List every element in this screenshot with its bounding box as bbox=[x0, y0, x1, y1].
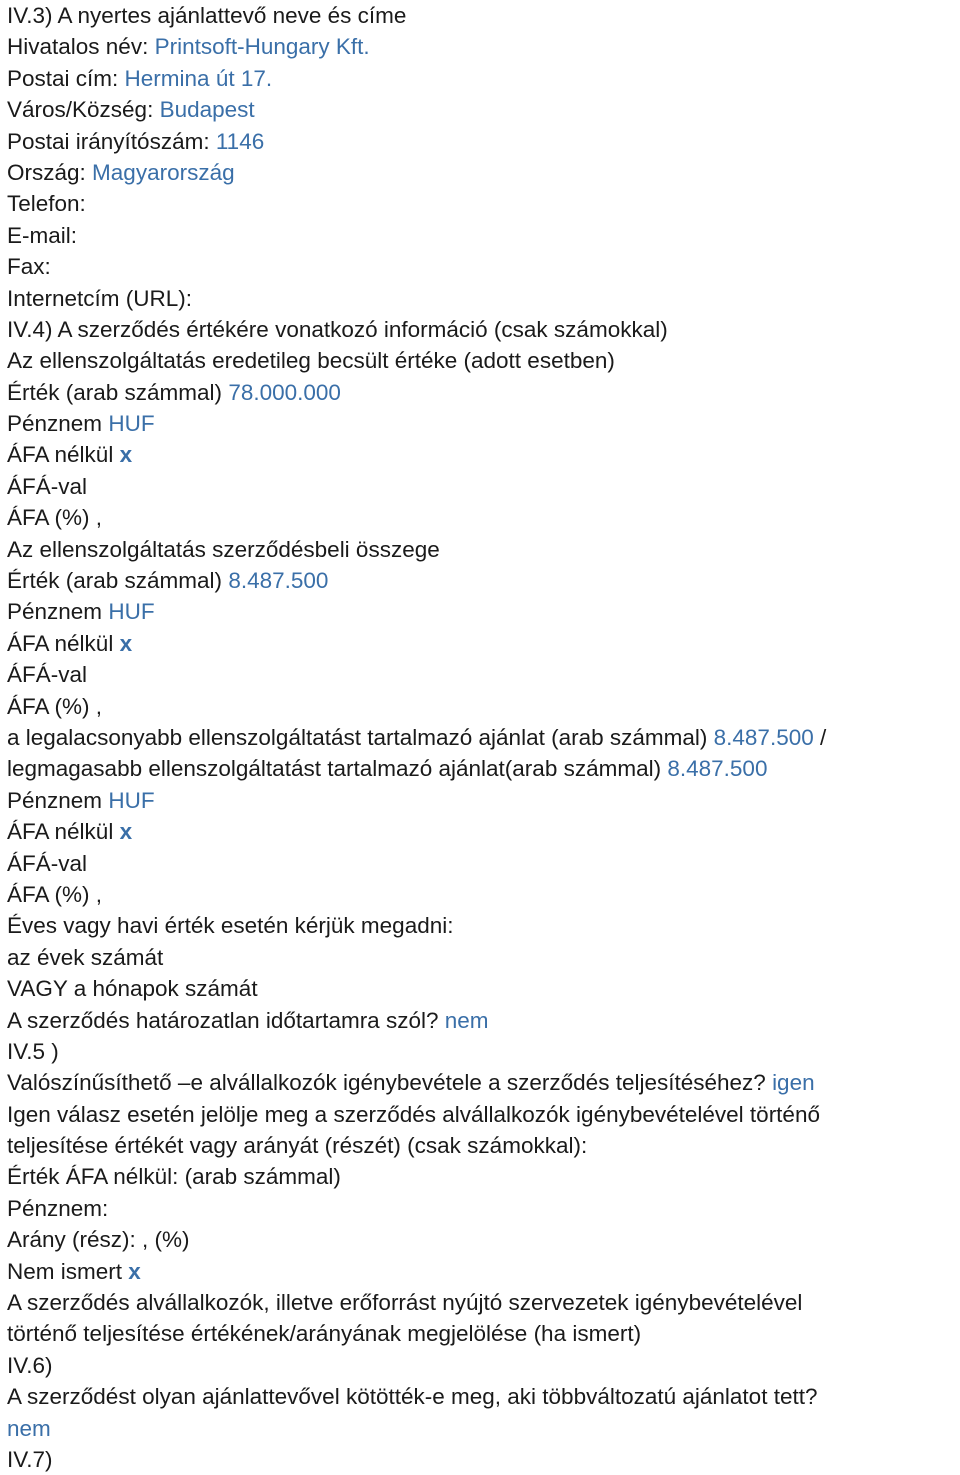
unknown-mark: x bbox=[128, 1258, 141, 1284]
section-iv4-heading: IV.4) A szerződés értékére vonatkozó információ (csak számokkal) bbox=[7, 316, 668, 342]
country-value: Magyarország bbox=[92, 159, 235, 185]
currency-value: HUF bbox=[108, 411, 155, 437]
value-no-vat-row: Érték ÁFA nélkül: (arab számmal) bbox=[7, 1164, 341, 1190]
postal-address-value: Hermina út 17. bbox=[124, 65, 273, 91]
highest-offer-row: legmagasabb ellenszolgáltatást tartalmazó ajánlat(arab számmal) 8.487.500 bbox=[7, 756, 768, 782]
official-name-row: Hivatalos név: Printsoft-Hungary Kft. bbox=[7, 34, 370, 60]
vat-percent-row: ÁFA (%) , bbox=[7, 881, 103, 907]
with-vat-row: ÁFÁ-val bbox=[7, 662, 88, 688]
city-row: Város/Község: Budapest bbox=[7, 97, 255, 123]
unknown-row: Nem ismert x bbox=[7, 1258, 141, 1284]
subcontractor-question-row: Valószínűsíthető –e alvállalkozók igénybevétele a szerződés teljesítéséhez? igen bbox=[7, 1070, 815, 1096]
lowest-offer-row: a legalacsonyabb ellenszolgáltatást tartalmazó ajánlat (arab számmal) 8.487.500 / bbox=[7, 724, 827, 750]
estimated-value: 78.000.000 bbox=[228, 379, 341, 405]
indefinite-duration-value: nem bbox=[444, 1007, 489, 1033]
indefinite-duration-row: A szerződés határozatlan időtartamra szól? nem bbox=[7, 1007, 489, 1033]
postal-address-row: Postai cím: Hermina út 17. bbox=[7, 65, 273, 91]
currency-value: HUF bbox=[108, 599, 155, 625]
annual-prompt: Éves vagy havi érték esetén kérjük megadni: bbox=[7, 913, 454, 939]
fax-row: Fax: bbox=[7, 254, 51, 280]
currency-value: HUF bbox=[108, 787, 155, 813]
no-vat-row: ÁFA nélkül x bbox=[7, 819, 133, 845]
designation-line2: történő teljesítése értékének/arányának megjelölése (ha ismert) bbox=[7, 1321, 642, 1347]
years-row: az évek számát bbox=[7, 944, 164, 970]
no-vat-mark: x bbox=[119, 442, 133, 468]
estimated-value-title: Az ellenszolgáltatás eredetileg becsült értéke (adott esetben) bbox=[7, 348, 615, 374]
estimated-value-row: Érték (arab számmal) 78.000.000 bbox=[7, 379, 341, 405]
vat-percent-row: ÁFA (%) , bbox=[7, 505, 103, 531]
url-row: Internetcím (URL): bbox=[7, 285, 193, 311]
postal-code-value: 1146 bbox=[215, 128, 265, 154]
ratio-row: Arány (rész): , (%) bbox=[7, 1227, 190, 1253]
contract-value-title: Az ellenszolgáltatás szerződésbeli összege bbox=[7, 536, 440, 562]
subcontractor-answer: igen bbox=[772, 1070, 815, 1096]
contract-value-row: Érték (arab számmal) 8.487.500 bbox=[7, 568, 329, 594]
lowest-offer-value: 8.487.500 bbox=[713, 724, 814, 750]
section-iv5-heading: IV.5 ) bbox=[7, 1038, 59, 1064]
email-row: E-mail: bbox=[7, 222, 78, 248]
variant-offer-answer-row bbox=[7, 1413, 957, 1444]
phone-row: Telefon: bbox=[7, 191, 86, 217]
currency-row: Pénznem HUF bbox=[7, 599, 155, 625]
variant-offer-answer: nem bbox=[7, 1415, 51, 1441]
months-row: VAGY a hónapok számát bbox=[7, 976, 258, 1002]
designation-line1: A szerződés alvállalkozók, illetve erőforrást nyújtó szervezetek igénybevételével bbox=[7, 1290, 803, 1316]
vat-percent-row: ÁFA (%) , bbox=[7, 693, 103, 719]
variant-offer-question: A szerződést olyan ajánlattevővel kötötték-e meg, aki többváltozatú ajánlatot tett? bbox=[7, 1384, 818, 1410]
no-vat-mark: x bbox=[119, 630, 133, 656]
country-row: Ország: Magyarország bbox=[7, 159, 235, 185]
currency-label-row: Pénznem: bbox=[7, 1195, 109, 1221]
section-iv3-heading: IV.3) A nyertes ajánlattevő neve és címe bbox=[7, 3, 407, 28]
city-value: Budapest bbox=[159, 97, 255, 123]
section-iv7-heading: IV.7) bbox=[7, 1446, 53, 1472]
procurement-notice-document bbox=[7, 0, 957, 1475]
subcontractor-instruction-line1: Igen válasz esetén jelölje meg a szerződés alvállalkozók igénybevételével történő bbox=[7, 1101, 820, 1127]
contract-value: 8.487.500 bbox=[228, 568, 329, 594]
no-vat-mark: x bbox=[119, 819, 133, 845]
currency-row: Pénznem HUF bbox=[7, 787, 155, 813]
currency-row: Pénznem HUF bbox=[7, 411, 155, 437]
no-vat-row: ÁFA nélkül x bbox=[7, 442, 133, 468]
with-vat-row: ÁFÁ-val bbox=[7, 473, 88, 499]
postal-code-row: Postai irányítószám: 1146 bbox=[7, 128, 265, 154]
highest-offer-value: 8.487.500 bbox=[667, 756, 768, 782]
section-iv6-heading: IV.6) bbox=[7, 1352, 53, 1378]
with-vat-row: ÁFÁ-val bbox=[7, 850, 88, 876]
subcontractor-instruction-line2: teljesítése értékét vagy arányát (részét) (csak számokkal): bbox=[7, 1133, 588, 1159]
no-vat-row: ÁFA nélkül x bbox=[7, 630, 133, 656]
official-name-value: Printsoft-Hungary Kft. bbox=[154, 34, 370, 60]
